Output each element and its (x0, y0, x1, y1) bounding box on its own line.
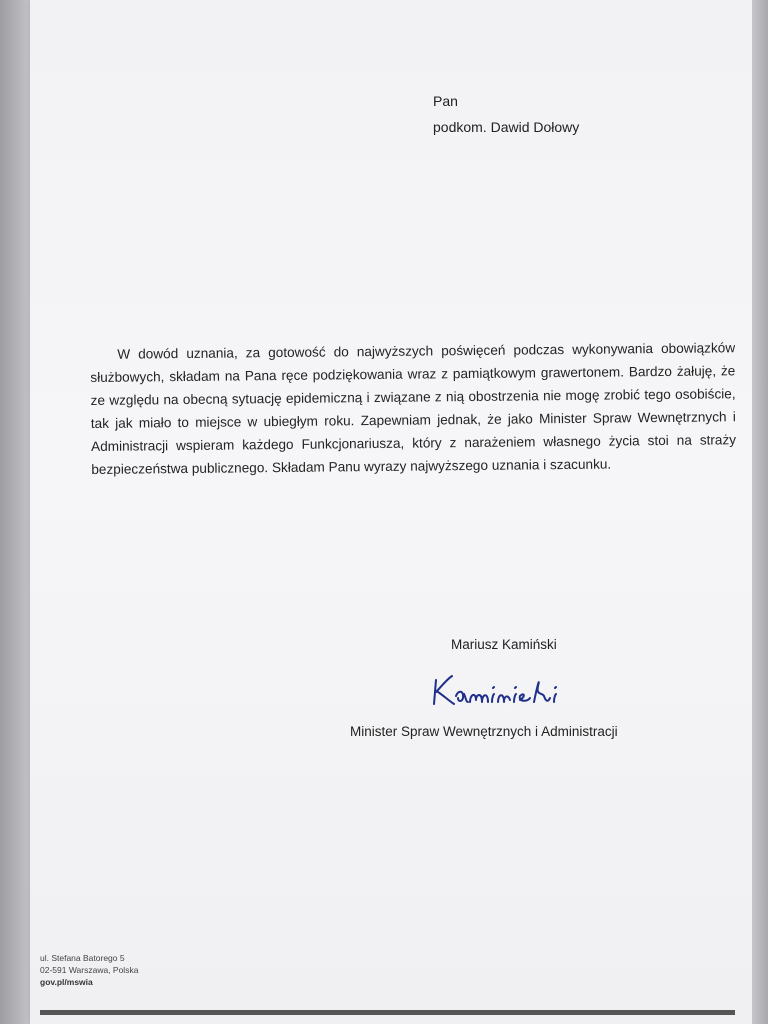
handwritten-signature (430, 672, 620, 712)
footer-city: 02-591 Warszawa, Polska (40, 965, 139, 975)
footer-divider (40, 1010, 735, 1015)
signatory-name: Mariusz Kamiński (451, 637, 557, 652)
recipient-salutation: Pan (433, 93, 458, 109)
signatory-title: Minister Spraw Wewnętrznych i Administracji (350, 724, 618, 739)
letter-body: W dowód uznania, za gotowość do najwyższych poświęceń podczas wykonywania obowiązków służbowych, składam na Pana ręce podziękowania wraz z pamiątkowym grawertonem. Bardzo żałuję, że ze względu na obecną sytuację epidemiczną i związane z nią obostrzenia nie mogę zrobić tego osobiście, tak jak miało to miejsce w ubiegłym roku. Zapewniam jednak, że jako Minister Spraw Wewnętrznych i Administracji wspieram każdego Funkcjonariusza, który z narażeniem własnego życia stoi na straży bezpieczeństwa publicznego. Składam Panu wyrazy najwyższego uznania i szacunku. (90, 340, 737, 477)
footer-address (40, 952, 138, 988)
footer-street: ul. Stefana Batorego 5 (40, 953, 125, 963)
page-edge-right (752, 0, 768, 1024)
footer-website: gov.pl/mswia (40, 977, 93, 987)
recipient-name: podkom. Dawid Dołowy (433, 119, 580, 135)
letter-page (30, 0, 752, 1024)
page-edge-left (0, 0, 30, 1024)
recipient-block (433, 88, 579, 140)
